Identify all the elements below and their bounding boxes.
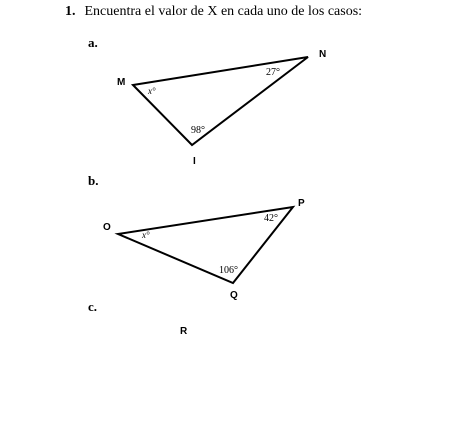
triangle-a xyxy=(117,49,326,167)
triangle-a-shape xyxy=(133,57,308,145)
question-number: 1. xyxy=(65,4,76,19)
case-c-label: c. xyxy=(88,299,98,314)
vertex-q-label: Q xyxy=(230,290,238,301)
vertex-n-label: N xyxy=(319,49,327,60)
angle-b-bottom: 106° xyxy=(219,265,238,276)
angle-a-bottom: 98° xyxy=(191,125,205,136)
case-a-label: a. xyxy=(88,35,98,50)
vertex-i-label: I xyxy=(193,156,196,167)
vertex-p-label: P xyxy=(298,198,305,209)
vertex-r-label: R xyxy=(180,326,188,337)
angle-a-right: 27° xyxy=(266,67,280,78)
angle-b-left: x° xyxy=(142,230,150,240)
case-b-label: b. xyxy=(88,173,99,188)
triangle-c xyxy=(180,326,188,337)
angle-a-left: x° xyxy=(148,86,156,96)
vertex-o-label: O xyxy=(103,222,111,233)
vertex-m-label: M xyxy=(117,77,126,88)
triangle-b xyxy=(103,198,305,301)
angle-b-right: 42° xyxy=(264,213,278,224)
question-text: Encuentra el valor de X en cada uno de los casos: xyxy=(84,4,363,19)
